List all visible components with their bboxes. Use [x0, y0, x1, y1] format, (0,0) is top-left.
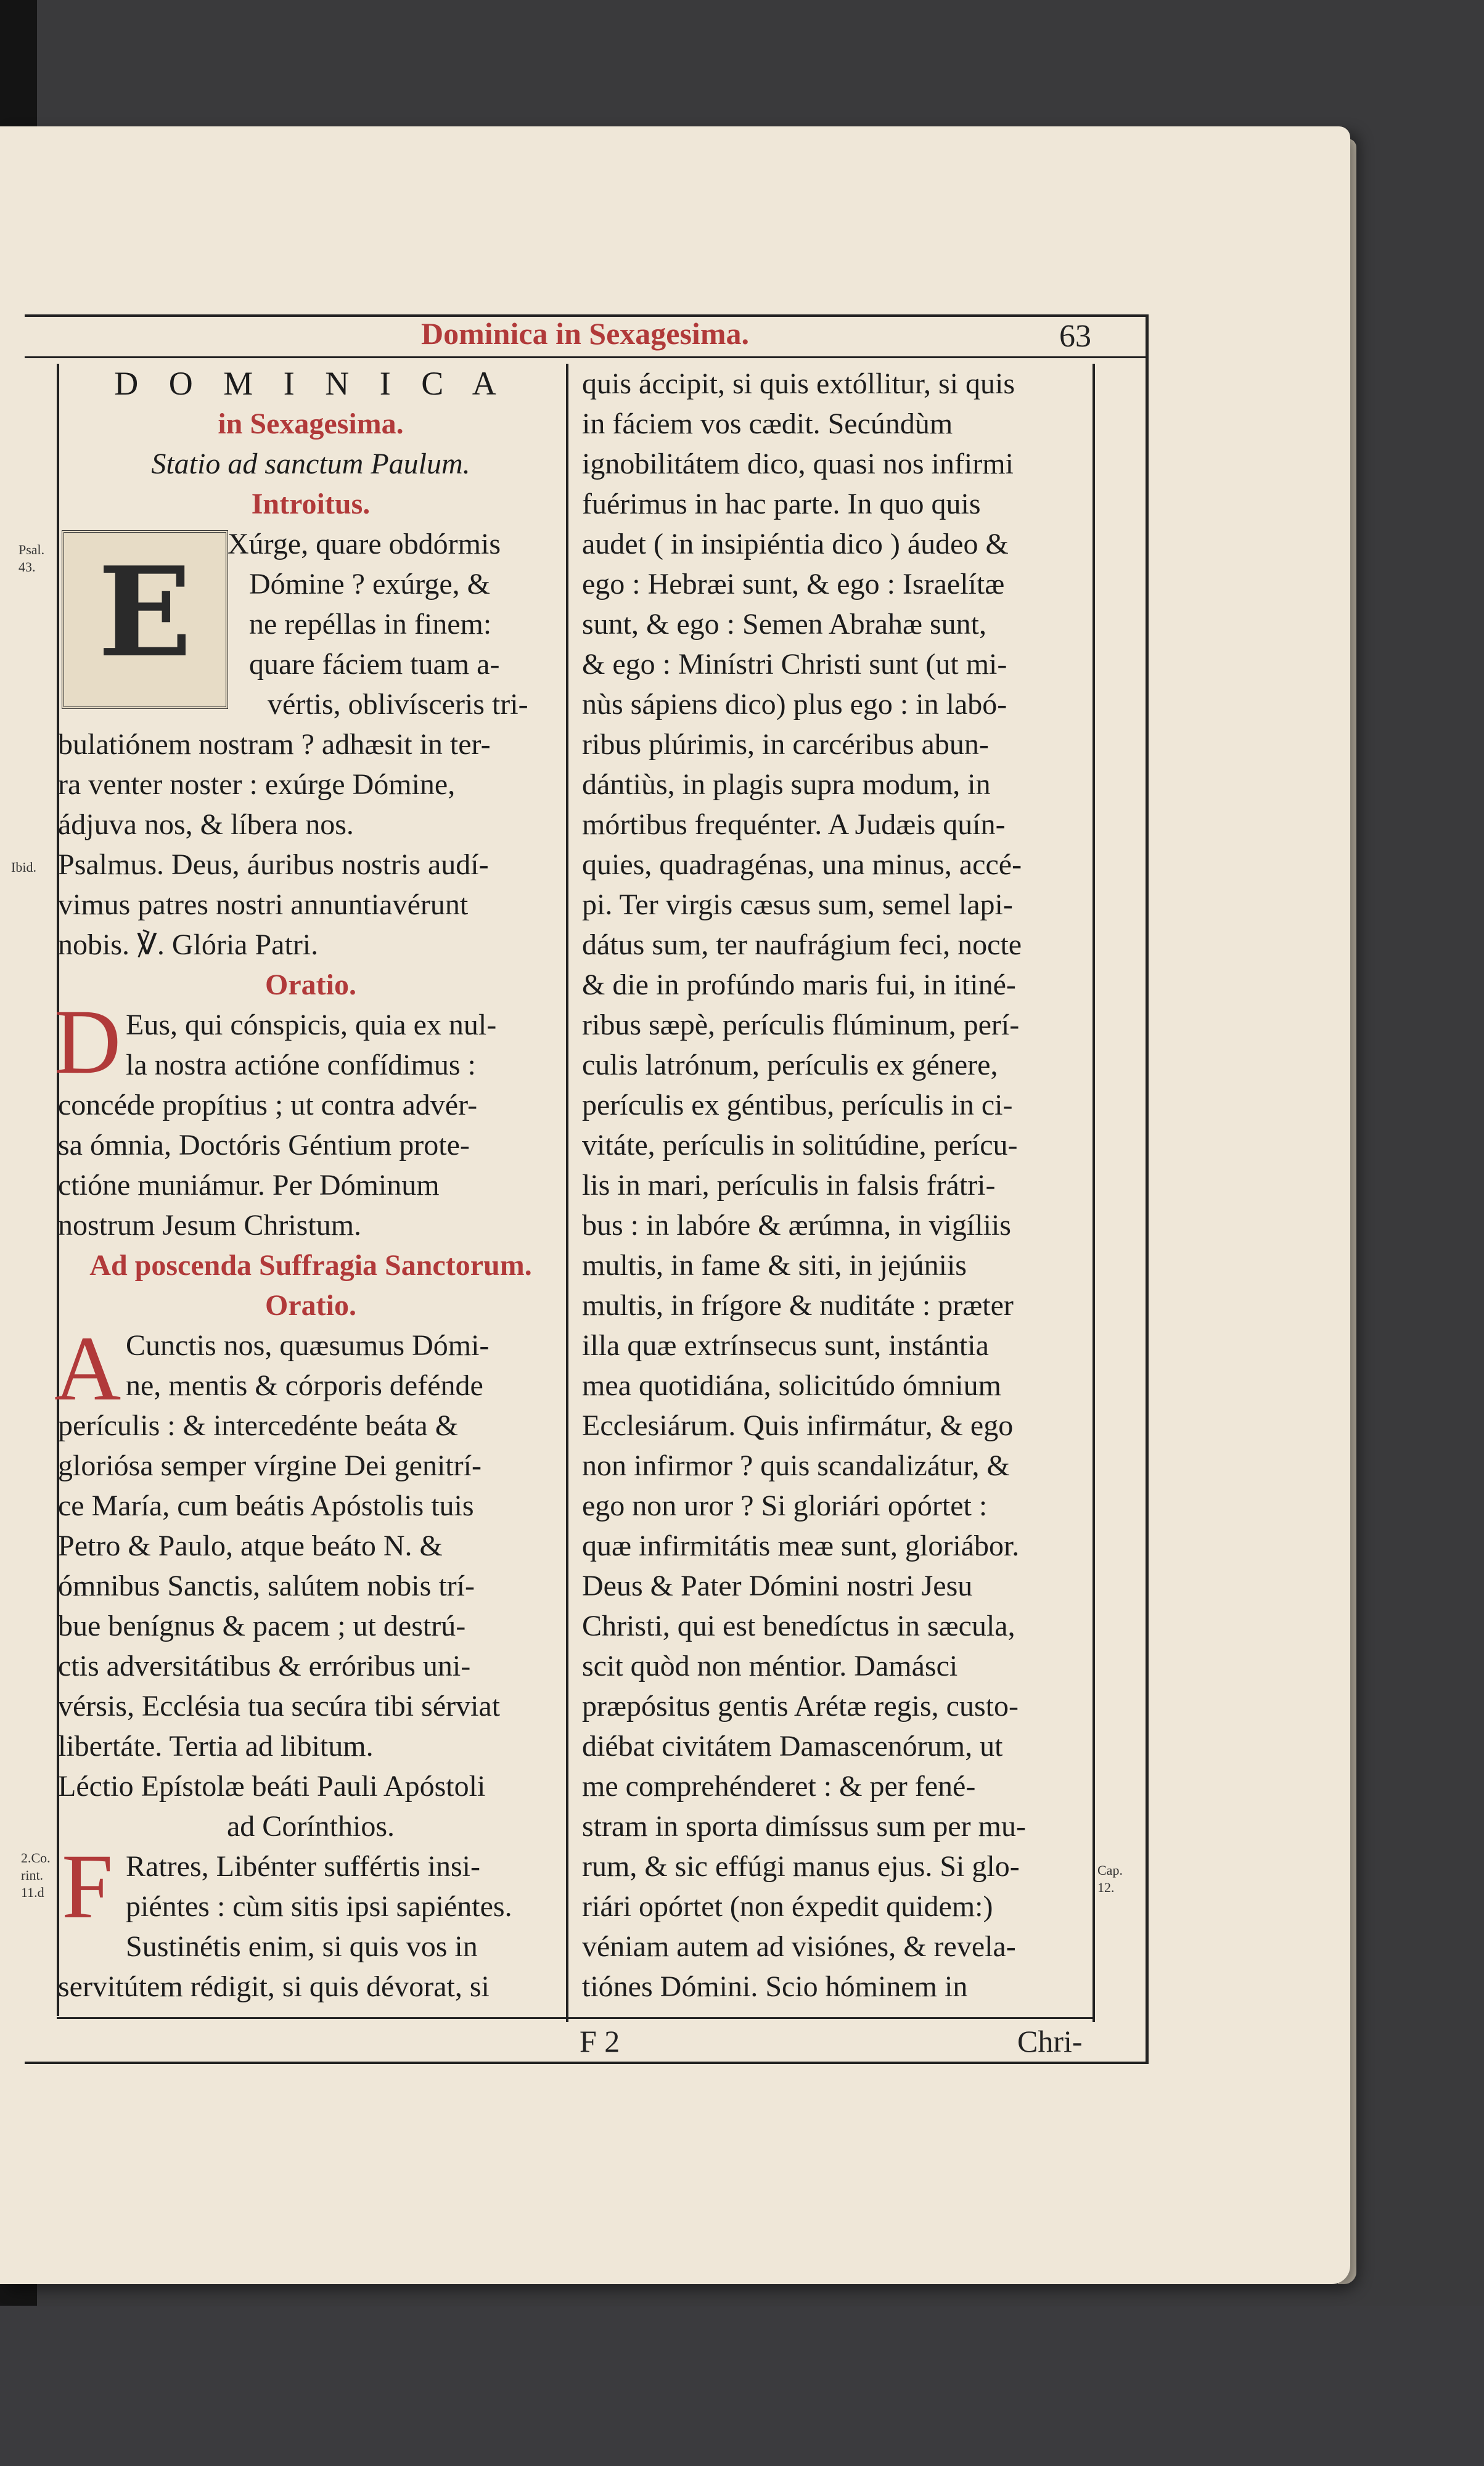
text-line: ego non uror ? Si gloriári opórtet : — [582, 1489, 988, 1522]
text-line: vérsis, Ecclésia tua secúra tibi sérviat — [58, 1690, 501, 1723]
text-line: gloriósa semper vírgine Dei genitrí- — [58, 1449, 482, 1482]
text-line: bulatiónem nostram ? adhæsit in ter- — [58, 728, 491, 761]
text-line: dátus sum, ter naufrágium feci, nocte — [582, 928, 1022, 961]
tertia-line: libertáte. Tertia ad libitum. — [58, 1730, 374, 1763]
suffragia-heading: Ad poscenda Suffragia Sanctorum. — [89, 1249, 532, 1282]
lectio-subheading: ad Corínthios. — [227, 1810, 395, 1843]
text-line: & die in profúndo maris fui, in itiné- — [582, 969, 1016, 1001]
statio-line: Statio ad sanctum Paulum. — [151, 448, 470, 480]
bottom-text-rule — [57, 2017, 1094, 2019]
text-line: ra venter noster : exúrge Dómine, — [58, 768, 456, 801]
text-line: me comprehénderet : & per fené- — [582, 1770, 976, 1803]
text-line: bue benígnus & pacem ; ut destrú- — [58, 1610, 466, 1642]
text-line: multis, in fame & siti, in jejúniis — [582, 1249, 967, 1282]
text-line: pi. Ter virgis cæsus sum, semel lapi- — [582, 888, 1013, 921]
drop-cap-a: A — [54, 1317, 121, 1420]
column-divider-rule — [566, 364, 568, 2022]
text-line: illa quæ extrínsecus sunt, instántia — [582, 1329, 989, 1362]
text-line: la nostra actióne confídimus : — [126, 1049, 476, 1081]
right-column-rule — [1093, 364, 1095, 2022]
text-line: fuérimus in hac parte. In quo quis — [582, 488, 981, 520]
text-line: Cunctis nos, quæsumus Dómi- — [126, 1329, 490, 1362]
text-line: multis, in frígore & nuditáte : præter — [582, 1289, 1014, 1322]
text-line: quis áccipit, si quis extóllitur, si quis — [582, 367, 1015, 400]
margin-note-psalm: Psal. 43. — [18, 542, 45, 575]
left-column — [58, 364, 564, 2007]
text-line: Sustinétis enim, si quis vos in — [126, 1930, 478, 1963]
text-line: nùs sápiens dico) plus ego : in labó- — [582, 688, 1007, 721]
scan-background — [0, 2306, 1484, 2466]
signature-mark: F 2 — [580, 2024, 620, 2058]
text-line: culis latrónum, perículis ex génere, — [582, 1049, 998, 1081]
drop-cap-d: D — [54, 991, 121, 1093]
text-line: audet ( in insipiéntia dico ) áudeo & — [582, 528, 1009, 560]
text-line: ctióne muniámur. Per Dóminum — [58, 1169, 440, 1202]
text-line: Ratres, Libénter suffértis insi- — [126, 1850, 480, 1883]
page-number: 63 — [1059, 319, 1091, 354]
text-line: Deus & Pater Dómini nostri Jesu — [582, 1570, 973, 1602]
text-line: perículis ex géntibus, perículis in ci- — [582, 1089, 1013, 1121]
text-line: bus : in labóre & ærúmna, in vigíliis — [582, 1209, 1011, 1242]
text-line: Eus, qui cónspicis, quia ex nul- — [126, 1009, 497, 1041]
oratio-heading: Oratio. — [265, 969, 356, 1001]
text-line: ádjuva nos, & líbera nos. — [58, 808, 354, 841]
text-line: Petro & Paulo, atque beáto N. & — [58, 1530, 443, 1562]
text-line: non infirmor ? quis scandalizátur, & — [582, 1449, 1010, 1482]
text-line: sunt, & ego : Semen Abrahæ sunt, — [582, 608, 986, 641]
margin-note-corinthians: 2.Co. rint. 11.d — [21, 1850, 51, 1900]
catchword: Chri- — [1017, 2024, 1083, 2058]
text-line: ignobilitátem dico, quasi nos infirmi — [582, 448, 1014, 480]
text-line: ómnibus Sanctis, salútem nobis trí- — [58, 1570, 475, 1602]
text-line: ne repéllas in finem: — [249, 608, 492, 641]
text-line: perículis : & intercedénte beáta & — [58, 1409, 459, 1442]
text-line: concéde propítius ; ut contra advér- — [58, 1089, 478, 1121]
text-line: mórtibus frequénter. A Judæis quín- — [582, 808, 1006, 841]
text-line: vitáte, perículis in solitúdine, perícu- — [582, 1129, 1018, 1161]
heading-sexagesima: in Sexagesima. — [218, 408, 404, 440]
oratio-heading-2: Oratio. — [265, 1289, 356, 1322]
text-line: riári opórtet (non éxpedit quidem:) — [582, 1890, 993, 1923]
decorated-initial-letter: E — [97, 540, 192, 685]
drop-cap-f: F — [62, 1835, 113, 1938]
text-line: quies, quadragénas, una minus, accé- — [582, 848, 1022, 881]
text-line: Ecclesiárum. Quis infirmátur, & ego — [582, 1409, 1014, 1442]
text-line: ribus sæpè, perículis flúminum, perí- — [582, 1009, 1020, 1041]
text-line: præpósitus gentis Arétæ regis, custo- — [582, 1690, 1019, 1723]
text-line: vértis, oblivísceris tri- — [268, 688, 528, 721]
right-column — [582, 364, 1091, 2007]
text-line: & ego : Minístri Christi sunt (ut mi- — [582, 648, 1007, 681]
text-line: dántiùs, in plagis supra modum, in — [582, 768, 991, 801]
text-line: Dómine ? exúrge, & — [249, 568, 491, 600]
text-line: diébat civitátem Damascenórum, ut — [582, 1730, 1003, 1763]
text-line: ctis adversitátibus & erróribus uni- — [58, 1650, 471, 1682]
text-line: vimus patres nostri annuntiavérunt — [58, 888, 469, 921]
text-line: servitútem rédigit, si quis dévorat, si — [58, 1970, 490, 2003]
text-line: ribus plúrimis, in carcéribus abun- — [582, 728, 989, 761]
margin-note-chapter: Cap. 12. — [1097, 1862, 1123, 1895]
running-head: Dominica in Sexagesima. — [421, 316, 749, 351]
text-line: nostrum Jesum Christum. — [58, 1209, 362, 1242]
text-line: mea quotidiána, solicitúdo ómnium — [582, 1369, 1001, 1402]
text-line: quare fáciem tuam a- — [249, 648, 500, 681]
text-line: rum, & sic effúgi manus ejus. Si glo- — [582, 1850, 1020, 1883]
psalmus-line: Psalmus. Deus, áuribus nostris audí- — [58, 848, 489, 881]
text-line: Christi, qui est benedíctus in sæcula, — [582, 1610, 1015, 1642]
text-line: nobis. ℣. Glória Patri. — [58, 928, 319, 961]
text-line: ne, mentis & córporis defénde — [126, 1369, 483, 1402]
heading-dominica: D O M I N I C A — [114, 365, 507, 402]
text-line: tiónes Dómini. Scio hóminem in — [582, 1970, 968, 2003]
text-line: sa ómnia, Doctóris Géntium prote- — [58, 1129, 470, 1161]
text-line: piéntes : cùm sitis ipsi sapiéntes. — [126, 1890, 512, 1923]
text-line: lis in mari, perículis in falsis frátri- — [582, 1169, 996, 1202]
text-line: scit quòd non méntior. Damásci — [582, 1650, 958, 1682]
text-line: véniam autem ad visiónes, & revela- — [582, 1930, 1016, 1963]
text-line: quæ infirmitátis meæ sunt, gloriábor. — [582, 1530, 1020, 1562]
margin-note-ibid: Ibid. — [11, 859, 36, 875]
introitus-heading: Introitus. — [251, 488, 371, 520]
text-line: stram in sporta dimíssus sum per mu- — [582, 1810, 1026, 1843]
lectio-heading: Léctio Epístolæ beáti Pauli Apóstoli — [58, 1770, 486, 1803]
text-line: in fáciem vos cædit. Secúndùm — [582, 408, 953, 440]
text-line: ego : Hebræi sunt, & ego : Israelítæ — [582, 568, 1005, 600]
text-line: Xúrge, quare obdórmis — [228, 528, 501, 560]
text-line: ce María, cum beátis Apóstolis tuis — [58, 1489, 474, 1522]
